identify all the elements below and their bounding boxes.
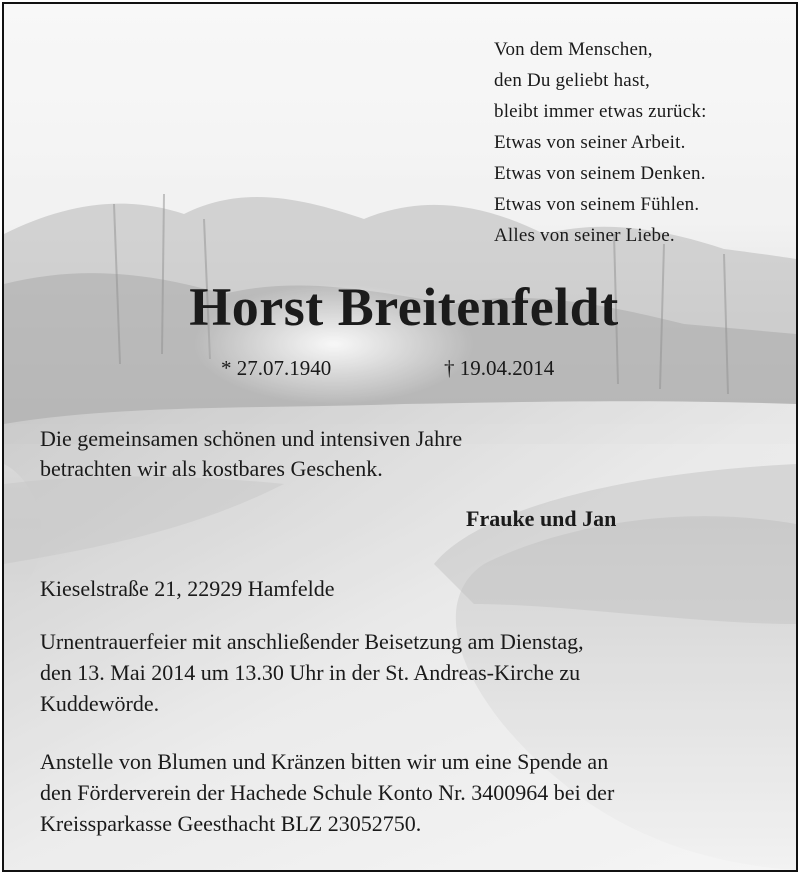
poem-line: bleibt immer etwas zurück:: [494, 101, 707, 122]
address: Kieselstraße 21, 22929 Hamfelde: [40, 576, 335, 601]
tribute-line: Die gemeinsamen schönen und intensiven Jahre: [40, 426, 463, 451]
obituary-notice: [2, 2, 798, 872]
donation-line: den Förderverein der Hachede Schule Konto Nr. 3400964 bei der: [40, 780, 615, 805]
donation-request: [40, 746, 614, 839]
poem-line: Alles von seiner Liebe.: [494, 225, 675, 246]
donation-line: Anstelle von Blumen und Kränzen bitten wir um eine Spende an: [40, 749, 609, 774]
death-date: † 19.04.2014: [444, 356, 555, 380]
poem-line: den Du geliebt hast,: [494, 70, 650, 91]
birth-date: * 27.07.1940: [221, 356, 332, 380]
funeral-line: Urnentrauerfeier mit anschließender Beisetzung am Dienstag,: [40, 629, 584, 654]
mourners-signature: Frauke und Jan: [466, 506, 617, 531]
poem-line: Etwas von seinem Denken.: [494, 163, 706, 184]
funeral-line: Kuddewörde.: [40, 691, 160, 716]
deceased-name: Horst Breitenfeldt: [189, 277, 619, 337]
poem-line: Etwas von seiner Arbeit.: [494, 132, 686, 153]
poem-line: Von dem Menschen,: [494, 39, 653, 60]
poem-line: Etwas von seinem Fühlen.: [494, 194, 700, 215]
funeral-details: [40, 626, 584, 719]
donation-line: Kreissparkasse Geesthacht BLZ 23052750.: [40, 811, 422, 836]
tribute-text: [40, 424, 462, 484]
memorial-poem: [494, 34, 707, 251]
funeral-line: den 13. Mai 2014 um 13.30 Uhr in der St. Andreas-Kirche zu: [40, 660, 581, 685]
tribute-line: betrachten wir als kostbares Geschenk.: [40, 456, 383, 481]
